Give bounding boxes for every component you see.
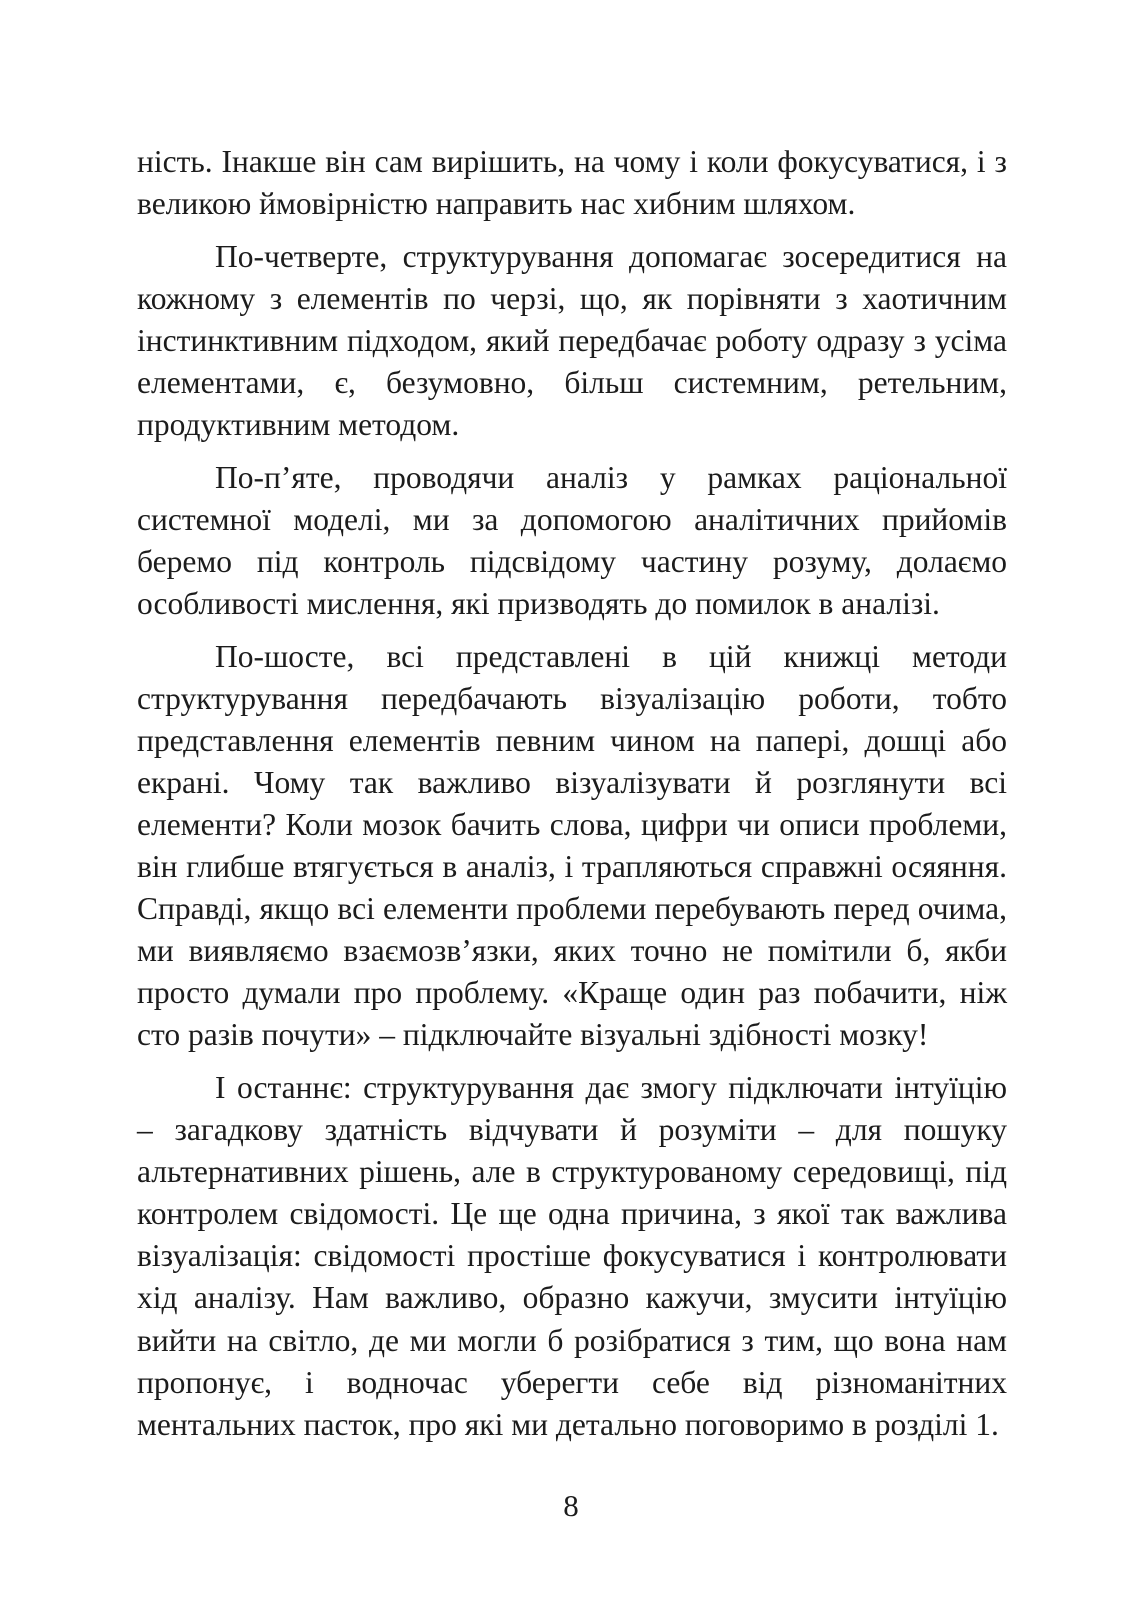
paragraph-last: І останнє: структурування дає змогу підключати інтуїцію – загадкову здатність відчувати й розуміти – для пошуку альтернативних рішень, але в структурованому середовищі, під контролем свідомості. Це ще одна причина, з якої так важлива візуалізація: свідомості простіше фокусуватися і контролювати хід аналізу. Нам важливо, образно кажучи, змусити інтуїцію вийти на світло, де ми могли б розібратися з тим, що вона нам пропонує, і водночас уберегти себе від різноманітних ментальних пасток, про які ми детально поговоримо в розділі 1. xyxy=(137,1069,1007,1442)
paragraph-fourth: По-четверте, структурування допомагає зосередитися на кожному з елементів по черзі, що, як порівняти з хаотичним інстинктивним підходом, який передбачає роботу одразу з усіма елементами, є, безумовно, більш системним, ретельним, продуктивним методом. xyxy=(137,238,1007,443)
body-text xyxy=(137,141,1007,1456)
paragraph-fifth: По-п’яте, проводячи аналіз у рамках раціональної системної моделі, ми за допомогою аналітичних прийомів беремо під контроль підсвідому частину розуму, долаємо особливості мислення, які призводять до помилок в аналізі. xyxy=(137,459,1007,621)
page-number: 8 xyxy=(563,1488,579,1523)
paragraph-sixth: По-шосте, всі представлені в цій книжці методи структурування передбачають візуалізацію роботи, тобто представлення елементів певним чином на папері, дошці або екрані. Чому так важливо візуалізувати й розглянути всі елементи? Коли мозок бачить слова, цифри чи описи проблеми, він глибше втягується в аналіз, і трапляються справжні осяяння. Справді, якщо всі елементи проблеми перебувають перед очима, ми виявляємо взаємозв’язки, яких точно не помітили б, якби просто думали про проблему. «Краще один раз побачити, ніж сто разів почути» – підключайте візуальні здібності мозку! xyxy=(137,638,1007,1053)
paragraph-continuation: ність. Інакше він сам вирішить, на чому і коли фокусуватися, і з великою ймовірністю направить нас хибним шляхом. xyxy=(137,144,1007,222)
